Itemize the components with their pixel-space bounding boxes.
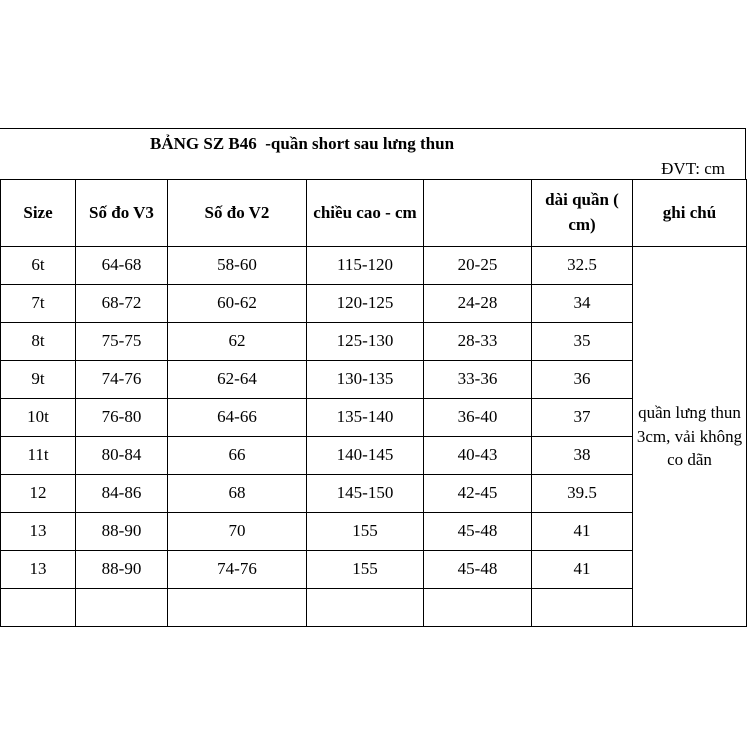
- header-ghi-chu: ghi chú: [633, 180, 747, 247]
- table-cell: 88-90: [76, 551, 168, 589]
- table-cell: 115-120: [307, 247, 424, 285]
- table-cell: 66: [168, 437, 307, 475]
- table-cell: 41: [532, 513, 633, 551]
- table-cell: [1, 589, 76, 627]
- note-cell: quần lưng thun 3cm, vải không co dãn: [633, 247, 747, 627]
- table-cell: 24-28: [424, 285, 532, 323]
- header-size: Size: [1, 180, 76, 247]
- size-table: [0, 179, 747, 627]
- table-cell: 140-145: [307, 437, 424, 475]
- table-cell: 60-62: [168, 285, 307, 323]
- table-cell: 12: [1, 475, 76, 513]
- table-cell: [168, 589, 307, 627]
- header-chieu-cao: chiều cao - cm: [307, 180, 424, 247]
- table-cell: 33-36: [424, 361, 532, 399]
- sheet-title: BẢNG SZ B46 -quần short sau lưng thun: [150, 134, 455, 153]
- table-cell: 13: [1, 513, 76, 551]
- header-so-do-v2: Số đo V2: [168, 180, 307, 247]
- unit-label: ĐVT: cm: [661, 159, 725, 178]
- header-blank: [424, 180, 532, 247]
- table-cell: 37: [532, 399, 633, 437]
- table-cell: 28-33: [424, 323, 532, 361]
- table-cell: 155: [307, 513, 424, 551]
- table-cell: 45-48: [424, 513, 532, 551]
- table-cell: 125-130: [307, 323, 424, 361]
- table-cell: 9t: [1, 361, 76, 399]
- table-row: [1, 247, 747, 285]
- table-cell: [424, 589, 532, 627]
- table-cell: 145-150: [307, 475, 424, 513]
- table-cell: 135-140: [307, 399, 424, 437]
- table-cell: [532, 589, 633, 627]
- table-cell: 70: [168, 513, 307, 551]
- table-cell: 58-60: [168, 247, 307, 285]
- table-cell: 45-48: [424, 551, 532, 589]
- table-cell: 75-75: [76, 323, 168, 361]
- header-so-do-v3: Số đo V3: [76, 180, 168, 247]
- table-cell: 120-125: [307, 285, 424, 323]
- table-cell: 6t: [1, 247, 76, 285]
- table-cell: 20-25: [424, 247, 532, 285]
- title-row: [0, 128, 746, 179]
- table-cell: [76, 589, 168, 627]
- table-cell: 34: [532, 285, 633, 323]
- table-cell: 39.5: [532, 475, 633, 513]
- table-cell: 42-45: [424, 475, 532, 513]
- table-cell: 80-84: [76, 437, 168, 475]
- header-row: [1, 180, 747, 247]
- table-cell: 10t: [1, 399, 76, 437]
- table-cell: [307, 589, 424, 627]
- table-cell: 41: [532, 551, 633, 589]
- table-cell: 36-40: [424, 399, 532, 437]
- table-cell: 76-80: [76, 399, 168, 437]
- table-cell: 155: [307, 551, 424, 589]
- header-dai-quan: dài quần ( cm): [532, 180, 633, 247]
- table-cell: 32.5: [532, 247, 633, 285]
- table-cell: 36: [532, 361, 633, 399]
- table-cell: 38: [532, 437, 633, 475]
- table-cell: 62: [168, 323, 307, 361]
- table-cell: 68-72: [76, 285, 168, 323]
- table-cell: 62-64: [168, 361, 307, 399]
- table-cell: 40-43: [424, 437, 532, 475]
- table-cell: 74-76: [168, 551, 307, 589]
- table-cell: 35: [532, 323, 633, 361]
- table-cell: 7t: [1, 285, 76, 323]
- table-cell: 88-90: [76, 513, 168, 551]
- table-cell: 8t: [1, 323, 76, 361]
- table-cell: 68: [168, 475, 307, 513]
- table-cell: 64-68: [76, 247, 168, 285]
- table-cell: 11t: [1, 437, 76, 475]
- table-cell: 130-135: [307, 361, 424, 399]
- table-cell: 64-66: [168, 399, 307, 437]
- table-cell: 74-76: [76, 361, 168, 399]
- table-cell: 13: [1, 551, 76, 589]
- table-cell: 84-86: [76, 475, 168, 513]
- size-chart-sheet: [0, 128, 747, 618]
